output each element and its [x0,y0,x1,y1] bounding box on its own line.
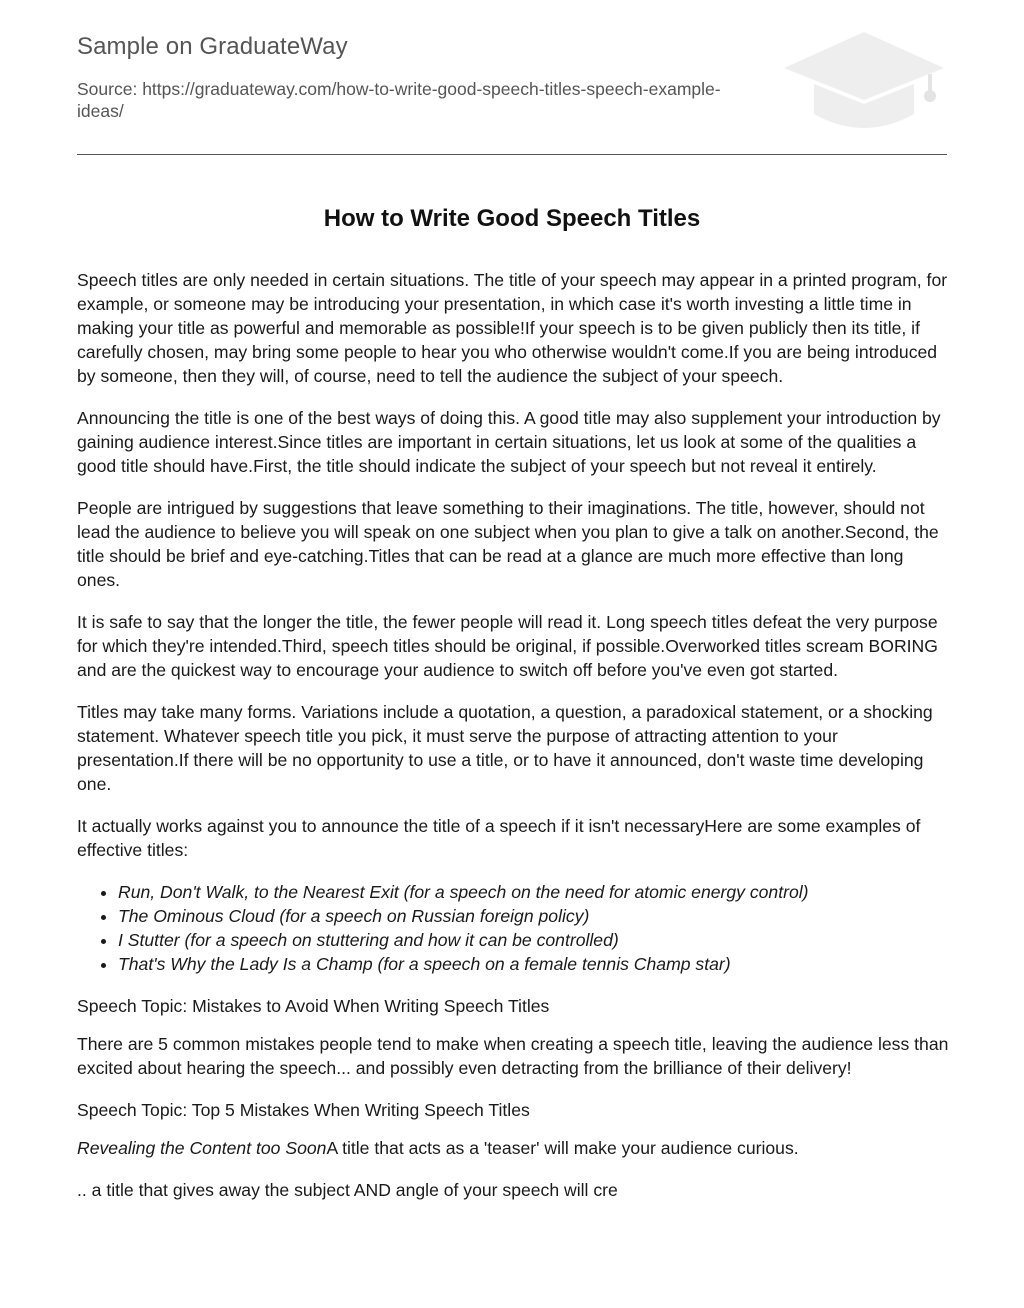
list-item: • Run, Don't Walk, to the Nearest Exit (for a speech on the need for atomic energy control) [118,880,949,904]
mistake-title: Revealing the Content too Soon [77,1138,327,1158]
graduation-cap-icon [780,30,948,134]
speech-topic-heading: Speech Topic: Top 5 Mistakes When Writing Speech Titles [77,1100,530,1120]
paragraph: People are intrigued by suggestions that leave something to their imaginations. The title, however, should not lead the audience to believe you will speak on one subject when you plan to give a talk on another.Second, the title should be brief and eye-catching.Titles that can be read at a glance are much more effective than long ones. [77,498,939,590]
mistake-paragraph [77,1136,949,1160]
site-title: Sample on GraduateWay [77,33,348,60]
source-label: Source: [77,79,138,99]
document-title: How to Write Good Speech Titles [323,205,701,232]
page-header [77,0,947,156]
paragraph: It actually works against you to announce the title of a speech if it isn't necessaryHere are some examples of effective titles: [77,816,921,860]
list-item: • I Stutter (for a speech on stuttering and how it can be controlled) [118,928,949,952]
mistake-text: A title that acts as a 'teaser' will make your audience curious. [326,1138,799,1158]
header-divider [77,154,947,155]
paragraph: There are 5 common mistakes people tend to make when creating a speech title, leaving the audience less than excited about hearing the speech... and possibly even detracting from the brilliance of their delivery! [77,1034,949,1078]
source-link[interactable]: https://graduateway.com/how-to-write-good-speech-titles-speech-example-ideas/ [77,79,721,121]
cap-board [784,32,944,100]
paragraph: It is safe to say that the longer the title, the fewer people will read it. Long speech titles defeat the very purpose for which they're intended.Third, speech titles should be original, if possible.Overworked titles scream BORING and are the quickest way to encourage your audience to switch off before you've even got started. [77,612,938,680]
truncated-paragraph: .. a title that gives away the subject AND angle of your speech will cre [77,1180,618,1200]
paragraph: Announcing the title is one of the best ways of doing this. A good title may also supplement your introduction by gaining audience interest.Since titles are important in certain situations, let us look at some of the qualities a good title should have.First, the title should indicate the subject of your speech but not reveal it entirely. [77,408,941,476]
paragraph: Speech titles are only needed in certain situations. The title of your speech may appear in a printed program, for example, or someone may be introducing your presentation, in which case it's worth investing a little time in making your title as powerful and memorable as possible!If your speech is to be given publicly then its title, if carefully chosen, may bring some people to hear you who otherwise wouldn't come.If you are being introduced by someone, then they will, of course, need to tell the audience the subject of your speech. [77,270,948,386]
cap-tassel [924,90,936,102]
source-line [77,78,767,122]
paragraph: Titles may take many forms. Variations include a quotation, a question, a paradoxical statement, or a shocking statement. Whatever speech title you pick, it must serve the purpose of attracting attention to your presentation.If there will be no opportunity to use a title, or to have it announced, don't waste time developing one. [77,702,933,794]
document-body [77,268,949,1220]
examples-list [77,880,949,976]
list-item: • That's Why the Lady Is a Champ (for a speech on a female tennis Champ star) [118,952,949,976]
list-item: • The Ominous Cloud (for a speech on Russian foreign policy) [118,904,949,928]
speech-topic-heading: Speech Topic: Mistakes to Avoid When Writing Speech Titles [77,996,550,1016]
